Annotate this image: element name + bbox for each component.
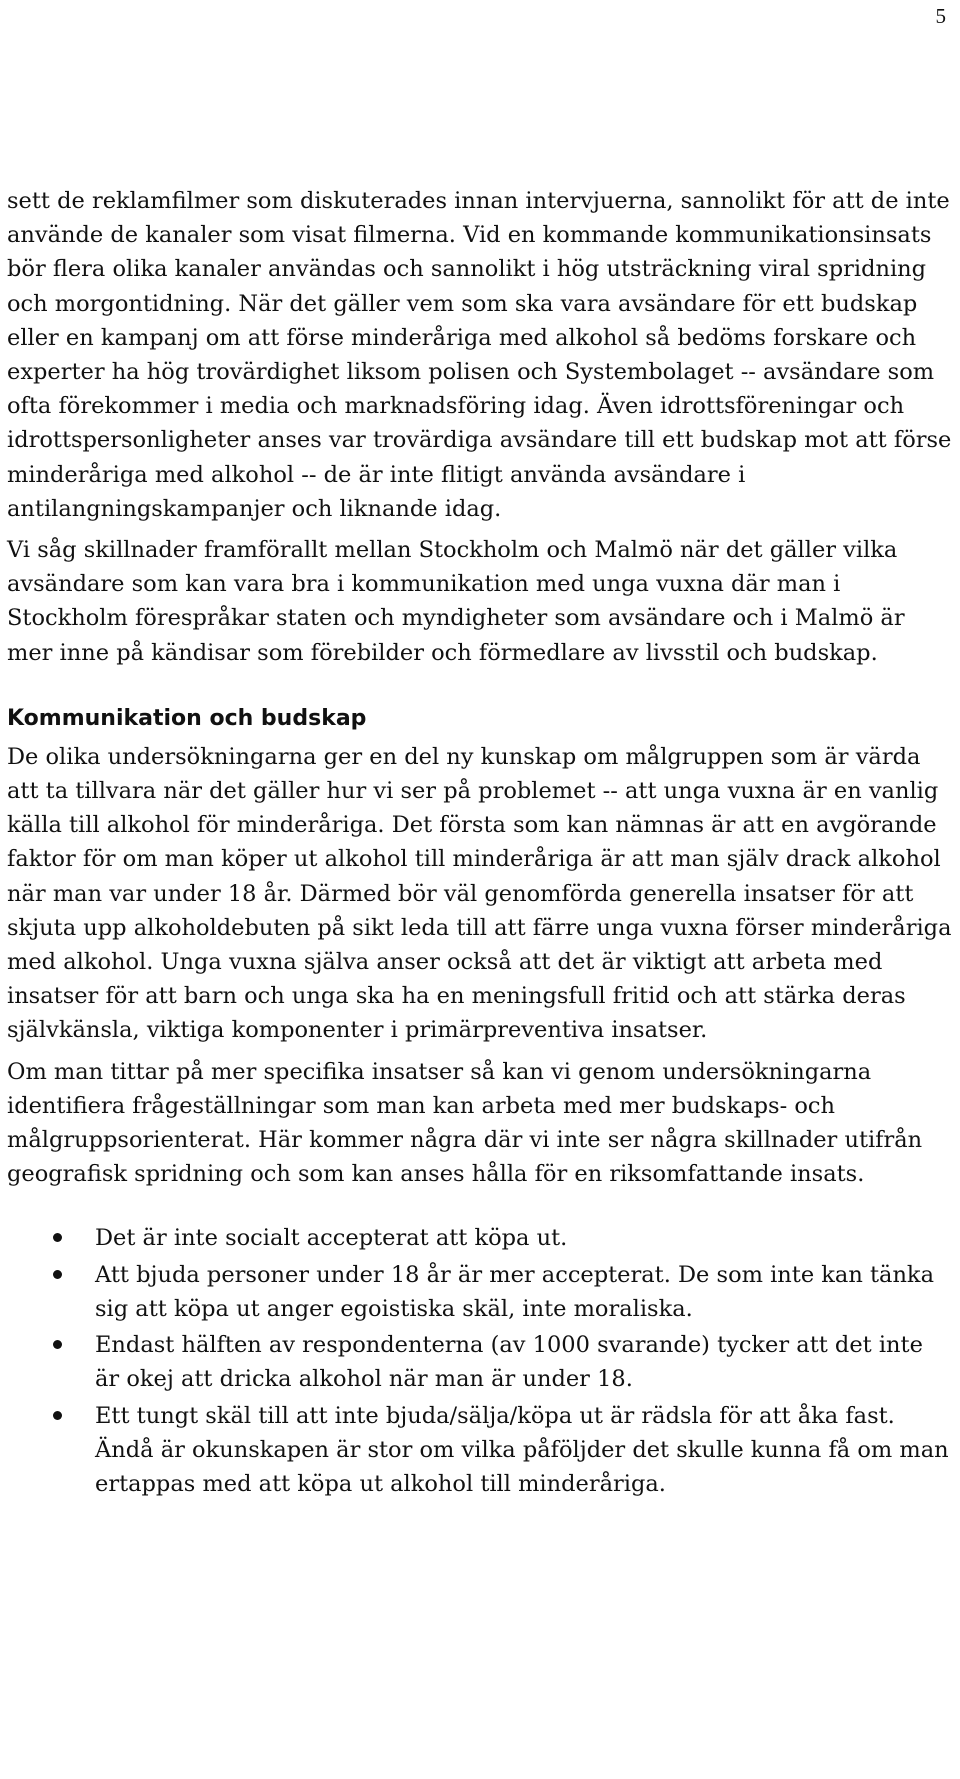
list-item <box>7 1328 952 1396</box>
bullet-icon <box>53 1340 62 1349</box>
paragraph-city-differences: Vi såg skillnader framförallt mellan Stockholm och Malmö när det gäller vilka avsändare som kan vara bra i kommunikation med unga vuxna där man i Stockholm förespråkar staten och myndigheter som avsändare och i Malmö är mer inne på kändisar som förebilder och förmedlare av livsstil och budskap. <box>7 537 905 666</box>
list-item <box>7 1258 952 1326</box>
paragraph-channels-and-senders: sett de reklamfilmer som diskuterades innan intervjuerna, sannolikt för att de inte använde de kanaler som visat filmerna. Vid en kommande kommunikationsinsats bör flera olika kanaler användas och sannolikt i hög utsträckning viral spridning och morgontidning. När det gäller vem som ska vara avsändare för ett budskap eller en kampanj om att förse minderåriga med alkohol så bedöms forskare och experter ha hög trovärdighet liksom polisen och Systembolaget -- avsändare som ofta förekommer i media och marknadsföring idag. Även idrottsföreningar och idrottspersonligheter anses var trovärdiga avsändare till ett budskap mot att förse minderåriga med alkohol -- de är inte flitigt använda avsändare i antilangningskampanjer och liknande idag. <box>7 188 952 522</box>
list-item <box>7 1221 952 1255</box>
document-body <box>7 184 952 1503</box>
bullet-icon <box>53 1233 62 1242</box>
bullet-icon <box>53 1270 62 1279</box>
section-heading: Kommunikation och budskap <box>7 705 367 731</box>
list-item-text: Ett tungt skäl till att inte bjuda/sälja/köpa ut är rädsla för att åka fast. Ändå är okunskapen är stor om vilka påföljder det skulle kunna få om man ertappas med att köpa ut alkohol till minderåriga. <box>95 1402 949 1497</box>
list-item <box>7 1399 952 1502</box>
paragraph-specific-measures: Om man tittar på mer specifika insatser så kan vi genom undersökningarna identifiera frågeställningar som man kan arbeta med mer budskaps- och målgruppsorienterat. Här kommer några där vi inte ser några skillnader utifrån geografisk spridning och som kan anses hålla för en riksomfattande insats. <box>7 1058 923 1188</box>
paragraph-target-group-knowledge: De olika undersökningarna ger en del ny kunskap om målgruppen som är värda att ta tillvara när det gäller hur vi ser på problemet -- att unga vuxna är en vanlig källa till alkohol för minderåriga. Det första som kan nämnas är att en avgörande faktor för om man köper ut alkohol till minderåriga är att man själv drack alkohol när man var under 18 år. Därmed bör väl genomförda generella insatser för att skjuta upp alkoholdebuten på sikt leda till att färre unga vuxna förser minderåriga med alkohol. Unga vuxna själva anser också att det är viktigt att arbeta med insatser för att barn och unga ska ha en meningsfull fritid och att stärka deras självkänsla, viktiga komponenter i primärpreventiva insatser. <box>7 743 952 1044</box>
page-number: 5 <box>935 4 946 28</box>
list-item-text: Endast hälften av respondenterna (av 1000 svarande) tycker att det inte är okej att dricka alkohol när man är under 18. <box>95 1332 923 1393</box>
list-item-text: Att bjuda personer under 18 år är mer accepterat. De som inte kan tänka sig att köpa ut anger egoistiska skäl, inte moraliska. <box>95 1261 934 1322</box>
bullet-icon <box>53 1411 62 1420</box>
list-item-text: Det är inte socialt accepterat att köpa ut. <box>95 1225 568 1252</box>
findings-list <box>7 1221 952 1501</box>
